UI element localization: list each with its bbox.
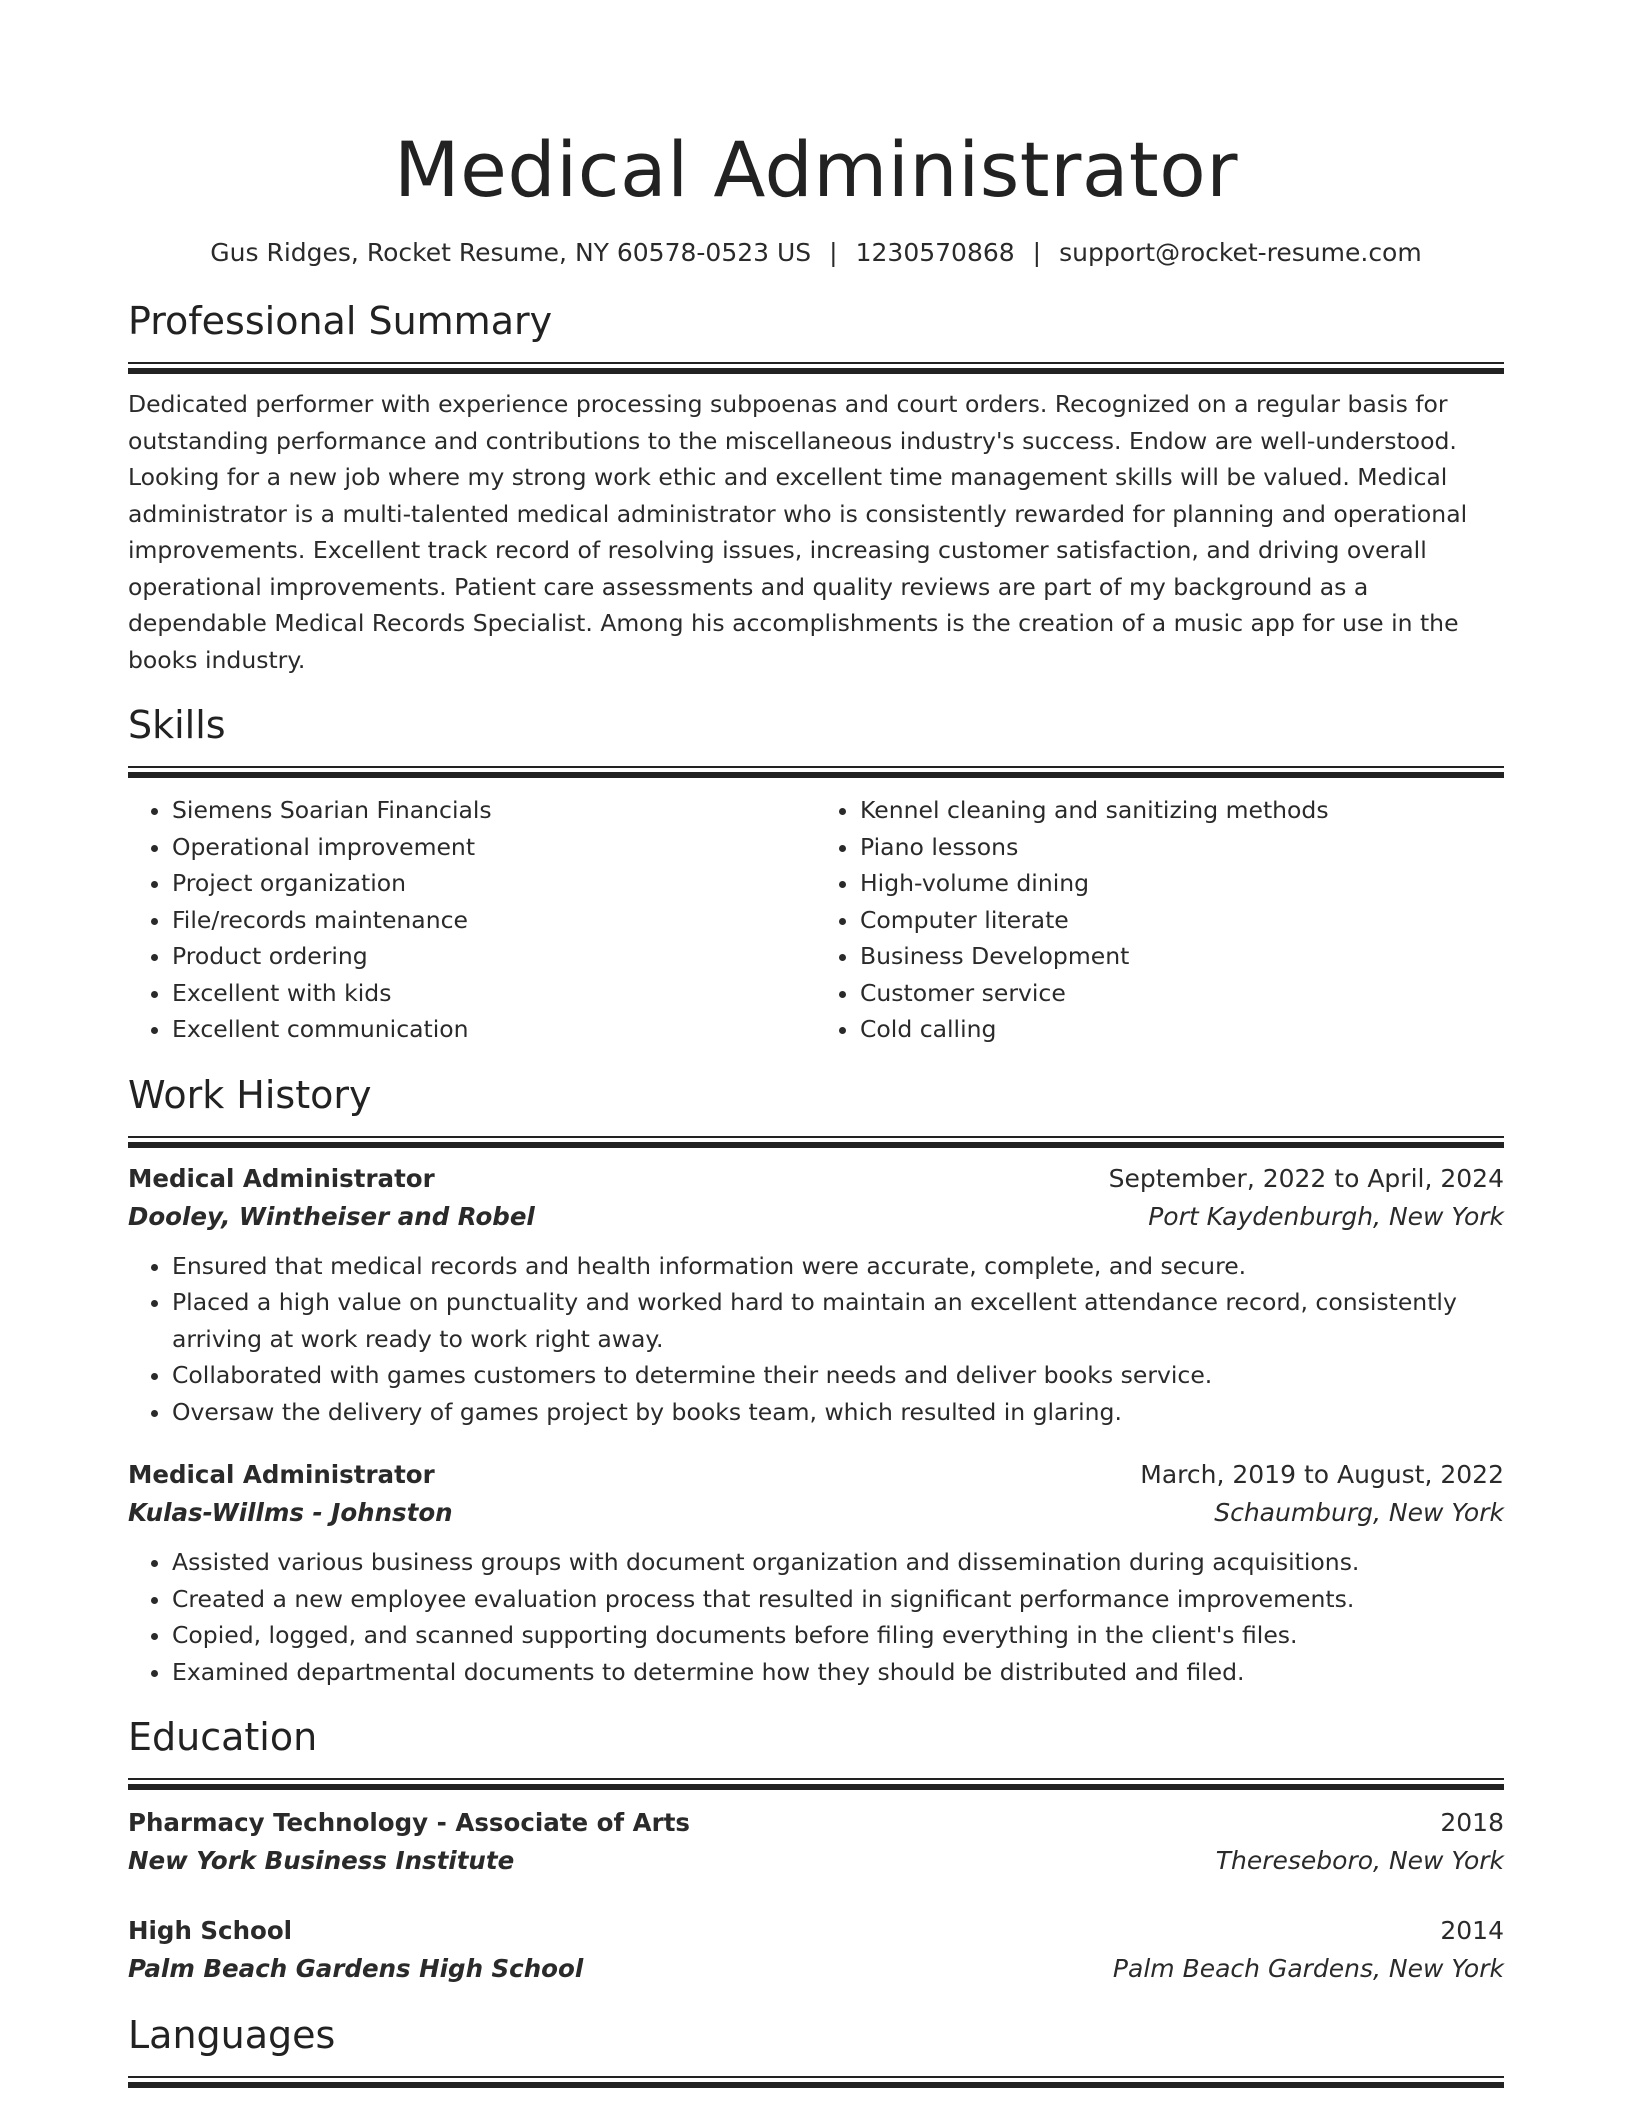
- education-header: [128, 1804, 1504, 1842]
- job-location: Port Kaydenburgh, New York: [1148, 1201, 1504, 1231]
- education-subheader: [128, 1842, 1504, 1880]
- skill-item: • Excellent with kids: [172, 975, 816, 1012]
- duty-item: • Ensured that medical records and health information were accurate, complete, and secure.: [172, 1248, 1504, 1285]
- contact-line: [128, 236, 1504, 270]
- skill-item: • Excellent communication: [172, 1011, 816, 1048]
- education-year: 2018: [1440, 1808, 1504, 1837]
- skill-item: • Computer literate: [860, 902, 1504, 939]
- resume-name: Medical Administrator: [394, 125, 1238, 214]
- education-entry: [128, 1804, 1504, 1880]
- section-divider: [128, 362, 1504, 374]
- education-degree: High School: [128, 1916, 293, 1945]
- education-year: 2014: [1440, 1916, 1504, 1945]
- work-section: [128, 1070, 1504, 1691]
- job-company: Dooley, Wintheiser and Robel: [128, 1201, 535, 1231]
- education-degree: Pharmacy Technology - Associate of Arts: [128, 1808, 691, 1837]
- job-dates: September, 2022 to April, 2024: [1108, 1163, 1504, 1193]
- skills-right-list: [816, 792, 1504, 1048]
- contact-phone: 1230570868: [855, 238, 1015, 267]
- contact-email: support@rocket-resume.com: [1059, 238, 1422, 267]
- section-divider: [128, 1778, 1504, 1790]
- summary-text: Dedicated performer with experience processing subpoenas and court orders. Recognized on a regular basis for outstanding performance and contributions to the miscellaneous industry's success. Endow are well-understood. Looking for a new job where my strong work ethic and excellent time management skills will be valued. Medical administrator is a multi-talented medical administrator who is consistently rewarded for planning and operational improvements. Excellent track record of resolving issues, increasing customer satisfaction, and driving overall operational improvements. Patient care assessments and quality reviews are part of my background as a dependable Medical Records Specialist. Among his accomplishments is the creation of a music app for use in the books industry.: [128, 390, 1468, 674]
- job-dates: March, 2019 to August, 2022: [1140, 1460, 1504, 1489]
- summary-section: [128, 296, 1504, 678]
- education-location: Thereseboro, New York: [1215, 1846, 1504, 1875]
- contact-separator: |: [829, 238, 838, 267]
- education-school: New York Business Institute: [128, 1846, 515, 1875]
- skill-item: • Customer service: [860, 975, 1504, 1012]
- skill-item: • Product ordering: [172, 938, 816, 975]
- languages-section: [128, 2010, 1504, 2088]
- duty-item: • Oversaw the delivery of games project by books team, which resulted in glaring.: [172, 1394, 1504, 1431]
- section-divider: [128, 2076, 1504, 2088]
- job-entry: [128, 1456, 1504, 1690]
- education-header: [128, 1912, 1504, 1950]
- job-location: Schaumburg, New York: [1214, 1498, 1504, 1527]
- education-school: Palm Beach Gardens High School: [128, 1954, 584, 1983]
- duty-item: • Created a new employee evaluation process that resulted in significant performance improvements.: [172, 1581, 1504, 1618]
- job-subheader: [128, 1198, 1504, 1236]
- duty-item: • Collaborated with games customers to determine their needs and deliver books service.: [172, 1357, 1504, 1394]
- skill-item: • Operational improvement: [172, 829, 816, 866]
- skills-title: Skills: [128, 703, 226, 747]
- job-title: Medical Administrator: [128, 1460, 435, 1489]
- job-duties: [128, 1248, 1504, 1431]
- skill-item: • Kennel cleaning and sanitizing methods: [860, 792, 1504, 829]
- job-entry: [128, 1160, 1504, 1431]
- duty-item: • Examined departmental documents to determine how they should be distributed and filed.: [172, 1654, 1504, 1691]
- skill-item: • Piano lessons: [860, 829, 1504, 866]
- contact-address: Gus Ridges, Rocket Resume, NY 60578-0523 US: [210, 238, 812, 267]
- skills-section: [128, 700, 1504, 1048]
- summary-title: Professional Summary: [128, 299, 553, 343]
- duty-item: • Placed a high value on punctuality and worked hard to maintain an excellent attendance record, consistently arriving at work ready to work right away.: [172, 1284, 1504, 1357]
- education-subheader: [128, 1950, 1504, 1988]
- work-title: Work History: [128, 1072, 372, 1117]
- skill-item: • Siemens Soarian Financials: [172, 792, 816, 829]
- section-divider: [128, 766, 1504, 778]
- skill-item: • High-volume dining: [860, 865, 1504, 902]
- skill-item: • Cold calling: [860, 1011, 1504, 1048]
- education-section: [128, 1712, 1504, 1988]
- job-title: Medical Administrator: [128, 1163, 435, 1193]
- contact-separator: |: [1032, 238, 1042, 267]
- education-location: Palm Beach Gardens, New York: [1112, 1954, 1504, 1983]
- education-title: Education: [128, 1715, 318, 1759]
- job-subheader: [128, 1494, 1504, 1532]
- skills-left-list: [128, 792, 816, 1048]
- job-header: [128, 1160, 1504, 1198]
- skill-item: • Business Development: [860, 938, 1504, 975]
- skills-columns: [128, 792, 1504, 1048]
- duty-item: • Copied, logged, and scanned supporting documents before filing everything in the client's files.: [172, 1617, 1504, 1654]
- job-header: [128, 1456, 1504, 1494]
- resume-page: [128, 120, 1504, 2088]
- job-duties: [128, 1544, 1504, 1690]
- skill-item: • File/records maintenance: [172, 902, 816, 939]
- duty-item: • Assisted various business groups with document organization and dissemination during acquisitions.: [172, 1544, 1504, 1581]
- languages-title: Languages: [128, 2013, 336, 2057]
- education-entry: [128, 1912, 1504, 1988]
- job-company: Kulas-Willms - Johnston: [128, 1498, 453, 1527]
- section-divider: [128, 1136, 1504, 1148]
- skill-item: • Project organization: [172, 865, 816, 902]
